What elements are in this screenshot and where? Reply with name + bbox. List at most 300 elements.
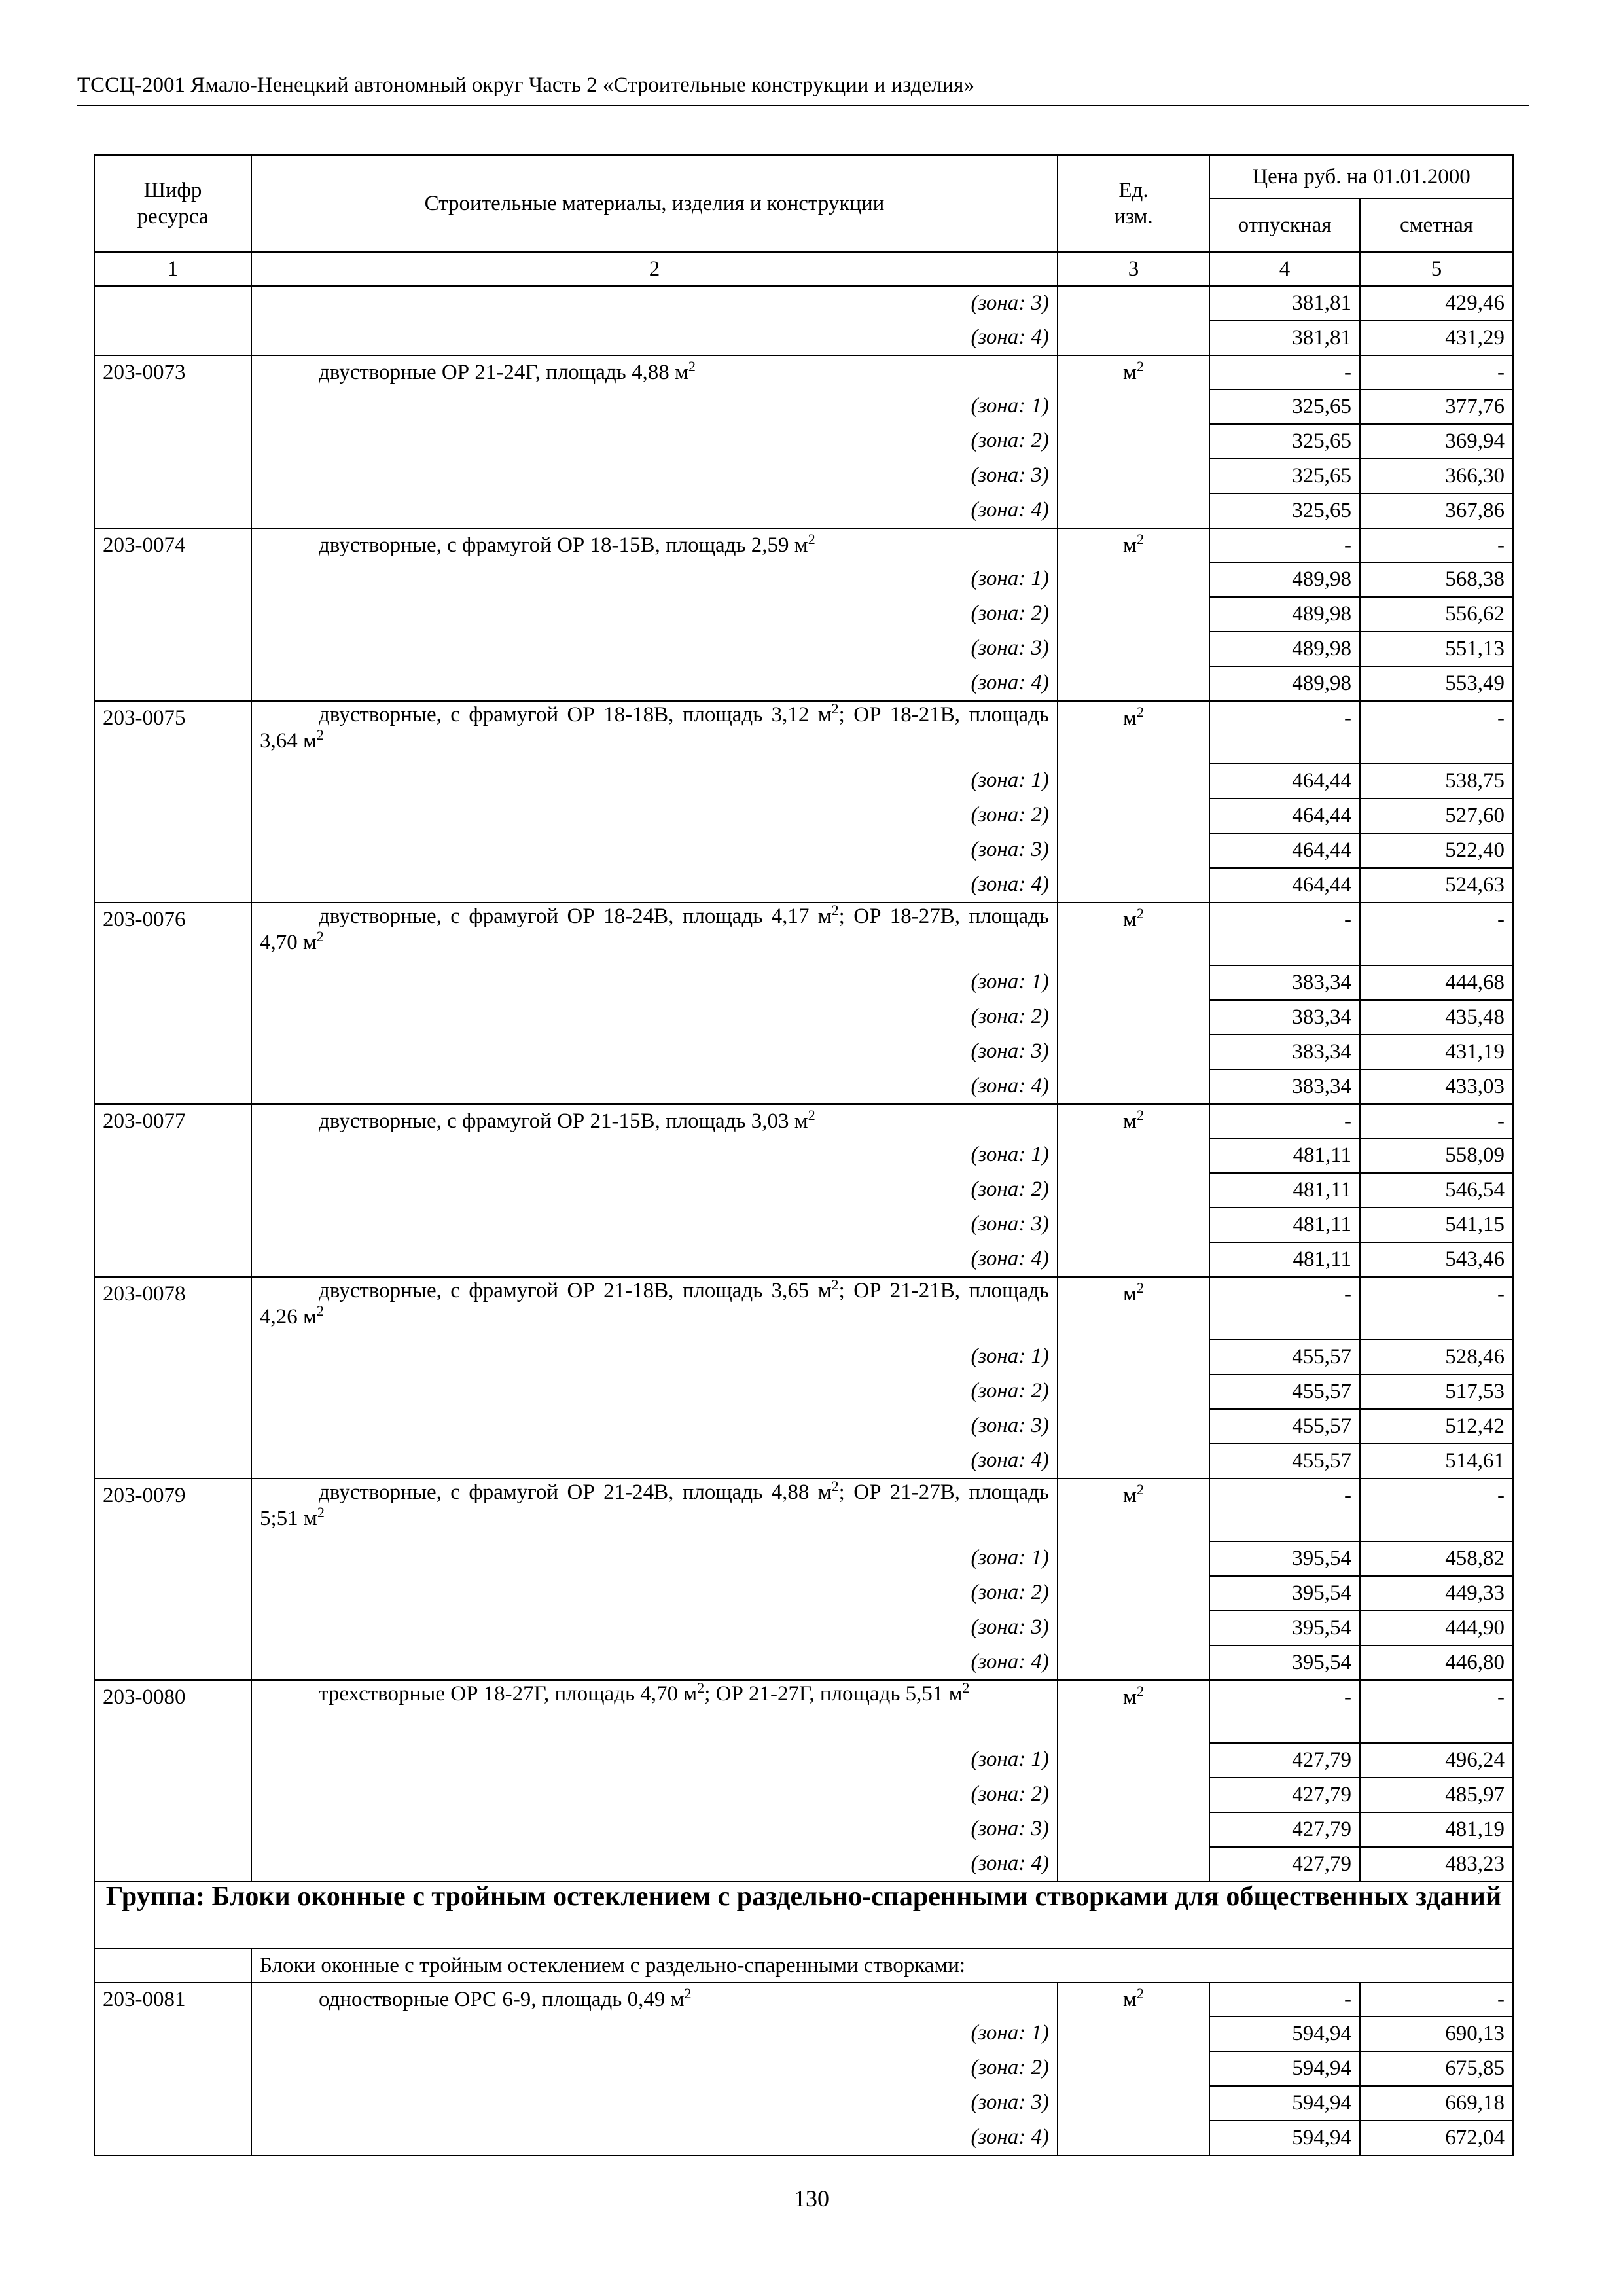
estimate-price: 524,63 [1360, 868, 1513, 903]
estimate-price: 527,60 [1360, 798, 1513, 833]
estimate-price: 433,03 [1360, 1069, 1513, 1104]
release-price: 383,34 [1209, 1069, 1360, 1104]
item-name [251, 903, 1058, 965]
zone-row [94, 286, 1513, 321]
unit-cell [1058, 1611, 1209, 1645]
unit-cell [1058, 1069, 1209, 1104]
estimate-price: 568,38 [1360, 562, 1513, 597]
unit-text: м [1123, 1685, 1137, 1709]
unit-text: м [1123, 533, 1137, 557]
resource-code: 203-0076 [94, 903, 251, 965]
code-cell [94, 459, 251, 493]
release-price: - [1209, 1982, 1360, 2017]
unit-sup: 2 [1136, 358, 1144, 374]
column-number: 5 [1360, 252, 1513, 286]
code-cell [94, 2086, 251, 2121]
estimate-price: 485,97 [1360, 1778, 1513, 1812]
item-name-text-cont: ; ОР 18-21В, площадь 3,64 м [260, 703, 1049, 753]
code-cell [94, 666, 251, 701]
zone-row [94, 1847, 1513, 1882]
unit-sup: 2 [1136, 1107, 1144, 1123]
item-row [94, 701, 1513, 764]
zone-label: (зона: 3) [251, 632, 1058, 666]
release-price: 383,34 [1209, 965, 1360, 1000]
estimate-price: - [1360, 1982, 1513, 2017]
estimate-price: 675,85 [1360, 2051, 1513, 2086]
estimate-price: 366,30 [1360, 459, 1513, 493]
resource-code: 203-0074 [94, 528, 251, 562]
subgroup-heading: Блоки оконные с тройным остеклением с раздельно-спаренными створками: [251, 1948, 1513, 1982]
estimate-price: - [1360, 355, 1513, 389]
price-table-body [94, 155, 1513, 2155]
item-name-sup: 2 [697, 1679, 705, 1696]
release-price: - [1209, 701, 1360, 764]
unit-cell [1058, 355, 1209, 389]
release-price: 381,81 [1209, 286, 1360, 321]
unit-sup: 2 [1136, 905, 1144, 922]
unit-cell [1058, 1242, 1209, 1277]
release-price: 325,65 [1209, 493, 1360, 528]
release-price: - [1209, 1479, 1360, 1541]
item-name [251, 1277, 1058, 1340]
zone-label: (зона: 2) [251, 597, 1058, 632]
zone-label: (зона: 3) [251, 1409, 1058, 1444]
column-header-code: Шифр ресурса [94, 155, 251, 252]
item-name-sup: 2 [316, 1302, 324, 1319]
estimate-price: - [1360, 1277, 1513, 1340]
zone-row [94, 1242, 1513, 1277]
release-price: 383,34 [1209, 1000, 1360, 1035]
unit-cell [1058, 286, 1209, 321]
unit-text: м [1123, 1109, 1137, 1133]
estimate-price: 435,48 [1360, 1000, 1513, 1035]
unit-sup: 2 [1136, 531, 1144, 547]
item-name-text: двустворные, с фрамугой ОР 21-18В, площадь 3,65 м [319, 1279, 832, 1302]
estimate-price: 444,90 [1360, 1611, 1513, 1645]
unit-cell [1058, 459, 1209, 493]
column-number: 2 [251, 252, 1058, 286]
unit-text: м [1123, 1484, 1137, 1507]
zone-label: (зона: 1) [251, 2017, 1058, 2051]
unit-text: м [1123, 706, 1137, 730]
code-cell [94, 1409, 251, 1444]
code-cell [94, 1340, 251, 1374]
estimate-price: 672,04 [1360, 2121, 1513, 2155]
item-name-sup: 2 [808, 531, 815, 547]
zone-row [94, 1645, 1513, 1680]
unit-sup: 2 [1136, 704, 1144, 720]
unit-cell [1058, 2017, 1209, 2051]
code-cell [94, 1069, 251, 1104]
item-row [94, 1982, 1513, 2017]
estimate-price: 690,13 [1360, 2017, 1513, 2051]
subgroup-heading-row [94, 1948, 1513, 1982]
release-price: 464,44 [1209, 833, 1360, 868]
item-name-text: трехстворные ОР 18-27Г, площадь 4,70 м [319, 1682, 698, 1706]
zone-label: (зона: 3) [251, 1611, 1058, 1645]
unit-cell [1058, 1479, 1209, 1541]
item-name [251, 1982, 1058, 2017]
code-cell [94, 1374, 251, 1409]
zone-label: (зона: 3) [251, 286, 1058, 321]
item-name-text-cont: ; ОР 21-27Г, площадь 5,51 м [704, 1682, 963, 1706]
zone-label: (зона: 1) [251, 1743, 1058, 1778]
item-name-sup: 2 [316, 726, 324, 743]
estimate-price: 543,46 [1360, 1242, 1513, 1277]
zone-row [94, 1812, 1513, 1847]
item-name-sup: 2 [831, 1478, 839, 1494]
item-row [94, 355, 1513, 389]
item-row [94, 1479, 1513, 1541]
zone-label: (зона: 1) [251, 1340, 1058, 1374]
code-cell [94, 1208, 251, 1242]
estimate-price: 367,86 [1360, 493, 1513, 528]
release-price: 383,34 [1209, 1035, 1360, 1069]
zone-row [94, 493, 1513, 528]
unit-cell [1058, 1576, 1209, 1611]
zone-row [94, 798, 1513, 833]
unit-cell [1058, 1982, 1209, 2017]
estimate-price: - [1360, 1104, 1513, 1138]
zone-label: (зона: 1) [251, 764, 1058, 798]
group-heading: Группа: Блоки оконные с тройным остеклением с раздельно-спаренными створками для общественных зданий [94, 1882, 1513, 1948]
item-name-text: одностворные ОРС 6-9, площадь 0,49 м [319, 1988, 685, 2011]
release-price: 395,54 [1209, 1576, 1360, 1611]
resource-code: 203-0080 [94, 1680, 251, 1743]
code-cell [94, 597, 251, 632]
estimate-price: 514,61 [1360, 1444, 1513, 1479]
zone-row [94, 424, 1513, 459]
code-cell [94, 2017, 251, 2051]
zone-row [94, 965, 1513, 1000]
group-heading-row [94, 1882, 1513, 1948]
unit-cell [1058, 666, 1209, 701]
zone-label: (зона: 2) [251, 1374, 1058, 1409]
code-cell [94, 1000, 251, 1035]
unit-cell [1058, 1812, 1209, 1847]
item-name-text: двустворные, с фрамугой ОР 21-24В, площадь 4,88 м [319, 1480, 832, 1504]
zone-row [94, 1778, 1513, 1812]
zone-label: (зона: 4) [251, 1242, 1058, 1277]
unit-cell [1058, 1138, 1209, 1173]
estimate-price: 522,40 [1360, 833, 1513, 868]
code-cell [94, 1138, 251, 1173]
estimate-price: 481,19 [1360, 1812, 1513, 1847]
unit-cell [1058, 1680, 1209, 1743]
code-cell [94, 1812, 251, 1847]
item-name-text-cont: ; ОР 18-27В, площадь 4,70 м [260, 905, 1049, 954]
estimate-price: 546,54 [1360, 1173, 1513, 1208]
zone-label: (зона: 3) [251, 833, 1058, 868]
zone-row [94, 833, 1513, 868]
code-cell [94, 1242, 251, 1277]
zone-row [94, 562, 1513, 597]
unit-sup: 2 [1136, 1683, 1144, 1699]
release-price: 325,65 [1209, 389, 1360, 424]
release-price: 489,98 [1209, 632, 1360, 666]
estimate-price: 512,42 [1360, 1409, 1513, 1444]
zone-row [94, 321, 1513, 355]
zone-row [94, 1000, 1513, 1035]
release-price: 381,81 [1209, 321, 1360, 355]
release-price: 455,57 [1209, 1409, 1360, 1444]
unit-cell [1058, 562, 1209, 597]
item-name-sup: 2 [684, 1985, 692, 2001]
item-row [94, 1680, 1513, 1743]
item-name-sup: 2 [317, 1504, 325, 1520]
estimate-price: 483,23 [1360, 1847, 1513, 1882]
code-cell [94, 1645, 251, 1680]
item-row [94, 903, 1513, 965]
estimate-price: 556,62 [1360, 597, 1513, 632]
release-price: 325,65 [1209, 459, 1360, 493]
item-name [251, 1104, 1058, 1138]
resource-code: 203-0075 [94, 701, 251, 764]
unit-cell [1058, 597, 1209, 632]
estimate-price: 377,76 [1360, 389, 1513, 424]
column-number-row [94, 252, 1513, 286]
release-price: 481,11 [1209, 1242, 1360, 1277]
unit-cell [1058, 764, 1209, 798]
release-price: 427,79 [1209, 1778, 1360, 1812]
zone-row [94, 1374, 1513, 1409]
estimate-price: - [1360, 701, 1513, 764]
zone-label: (зона: 4) [251, 2121, 1058, 2155]
estimate-price: 541,15 [1360, 1208, 1513, 1242]
unit-cell [1058, 1340, 1209, 1374]
release-price: - [1209, 1680, 1360, 1743]
item-name [251, 1479, 1058, 1541]
resource-code: 203-0081 [94, 1982, 251, 2017]
zone-label: (зона: 2) [251, 798, 1058, 833]
zone-row [94, 764, 1513, 798]
zone-label: (зона: 1) [251, 965, 1058, 1000]
unit-sup: 2 [1136, 1985, 1144, 2001]
estimate-price: 444,68 [1360, 965, 1513, 1000]
column-header-name: Строительные материалы, изделия и конструкции [251, 155, 1058, 252]
code-cell [94, 321, 251, 355]
release-price: - [1209, 528, 1360, 562]
code-cell [94, 1035, 251, 1069]
zone-label: (зона: 4) [251, 321, 1058, 355]
code-cell [94, 2051, 251, 2086]
estimate-price: 538,75 [1360, 764, 1513, 798]
unit-text: м [1123, 1988, 1137, 2011]
page-number: 130 [794, 2185, 829, 2212]
release-price: - [1209, 1277, 1360, 1340]
column-number: 1 [94, 252, 251, 286]
code-cell [94, 632, 251, 666]
release-price: 481,11 [1209, 1138, 1360, 1173]
zone-row [94, 1541, 1513, 1576]
unit-cell [1058, 1409, 1209, 1444]
item-name-text-cont: ; ОР 21-21В, площадь 4,26 м [260, 1279, 1049, 1329]
code-cell [94, 965, 251, 1000]
unit-cell [1058, 1104, 1209, 1138]
zone-label: (зона: 1) [251, 1541, 1058, 1576]
code-cell [94, 764, 251, 798]
column-header-estimate: сметная [1360, 198, 1513, 252]
zone-label: (зона: 1) [251, 562, 1058, 597]
item-name [251, 528, 1058, 562]
release-price: 455,57 [1209, 1340, 1360, 1374]
zone-row [94, 1035, 1513, 1069]
release-price: - [1209, 1104, 1360, 1138]
unit-cell [1058, 493, 1209, 528]
item-row [94, 528, 1513, 562]
unit-cell [1058, 833, 1209, 868]
unit-cell [1058, 868, 1209, 903]
item-name-text: двустворные, с фрамугой ОР 18-24В, площадь 4,17 м [319, 905, 832, 928]
code-cell [94, 798, 251, 833]
estimate-price: 449,33 [1360, 1576, 1513, 1611]
unit-cell [1058, 1000, 1209, 1035]
unit-cell [1058, 1035, 1209, 1069]
estimate-price: 528,46 [1360, 1340, 1513, 1374]
zone-row [94, 868, 1513, 903]
unit-cell [1058, 528, 1209, 562]
unit-cell [1058, 2051, 1209, 2086]
release-price: 395,54 [1209, 1541, 1360, 1576]
code-cell [94, 424, 251, 459]
zone-row [94, 2051, 1513, 2086]
estimate-price: 431,29 [1360, 321, 1513, 355]
header-row [94, 155, 1513, 198]
estimate-price: 669,18 [1360, 2086, 1513, 2121]
document-header-title: ТССЦ-2001 Ямало-Ненецкий автономный округ Часть 2 «Строительные конструкции и изделия» [77, 73, 974, 97]
item-name-text: двустворные, с фрамугой ОР 18-18В, площадь 3,12 м [319, 703, 832, 726]
column-header-unit: Ед. изм. [1058, 155, 1209, 252]
item-name-sup: 2 [808, 1107, 815, 1123]
item-name-sup: 2 [688, 358, 696, 374]
zone-row [94, 1173, 1513, 1208]
code-cell [94, 1541, 251, 1576]
zone-label: (зона: 4) [251, 493, 1058, 528]
estimate-price: 369,94 [1360, 424, 1513, 459]
zone-label: (зона: 4) [251, 666, 1058, 701]
zone-label: (зона: 3) [251, 1208, 1058, 1242]
item-name-sup: 2 [831, 1276, 839, 1293]
code-cell [94, 868, 251, 903]
item-name [251, 355, 1058, 389]
item-name-sup: 2 [962, 1679, 970, 1696]
item-row [94, 1104, 1513, 1138]
estimate-price: 496,24 [1360, 1743, 1513, 1778]
code-cell [94, 2121, 251, 2155]
zone-label: (зона: 1) [251, 389, 1058, 424]
release-price: 427,79 [1209, 1812, 1360, 1847]
zone-label: (зона: 3) [251, 459, 1058, 493]
estimate-price: 558,09 [1360, 1138, 1513, 1173]
resource-code: 203-0079 [94, 1479, 251, 1541]
unit-cell [1058, 701, 1209, 764]
release-price: 464,44 [1209, 764, 1360, 798]
unit-cell [1058, 1778, 1209, 1812]
estimate-price: 431,19 [1360, 1035, 1513, 1069]
zone-row [94, 1743, 1513, 1778]
zone-row [94, 2121, 1513, 2155]
release-price: 464,44 [1209, 798, 1360, 833]
release-price: 489,98 [1209, 597, 1360, 632]
unit-cell [1058, 424, 1209, 459]
release-price: - [1209, 355, 1360, 389]
unit-sup: 2 [1136, 1280, 1144, 1296]
zone-row [94, 389, 1513, 424]
code-cell [94, 1611, 251, 1645]
zone-row [94, 1069, 1513, 1104]
unit-cell [1058, 1847, 1209, 1882]
zone-label: (зона: 4) [251, 1645, 1058, 1680]
release-price: 489,98 [1209, 666, 1360, 701]
item-name-text: двустворные ОР 21-24Г, площадь 4,88 м [319, 361, 688, 384]
zone-row [94, 2086, 1513, 2121]
zone-label: (зона: 4) [251, 868, 1058, 903]
zone-row [94, 597, 1513, 632]
release-price: 395,54 [1209, 1645, 1360, 1680]
unit-cell [1058, 1743, 1209, 1778]
item-name-sup: 2 [316, 928, 324, 944]
column-header-price-group: Цена руб. на 01.01.2000 [1209, 155, 1513, 198]
zone-label: (зона: 3) [251, 1812, 1058, 1847]
zone-row [94, 666, 1513, 701]
zone-row [94, 1409, 1513, 1444]
estimate-price: - [1360, 528, 1513, 562]
unit-cell [1058, 1208, 1209, 1242]
code-cell [94, 493, 251, 528]
unit-cell [1058, 1541, 1209, 1576]
estimate-price: 446,80 [1360, 1645, 1513, 1680]
zone-label: (зона: 2) [251, 1173, 1058, 1208]
zone-row [94, 1138, 1513, 1173]
zone-row [94, 632, 1513, 666]
header-rule [77, 105, 1529, 106]
zone-label: (зона: 2) [251, 424, 1058, 459]
column-number: 3 [1058, 252, 1209, 286]
zone-row [94, 1444, 1513, 1479]
unit-cell [1058, 965, 1209, 1000]
release-price: - [1209, 903, 1360, 965]
zone-row [94, 1611, 1513, 1645]
zone-label: (зона: 3) [251, 2086, 1058, 2121]
unit-text: м [1123, 361, 1137, 384]
price-table [94, 154, 1514, 2156]
zone-label: (зона: 2) [251, 2051, 1058, 2086]
release-price: 464,44 [1209, 868, 1360, 903]
zone-label: (зона: 4) [251, 1847, 1058, 1882]
zone-label: (зона: 2) [251, 1778, 1058, 1812]
code-cell [94, 1173, 251, 1208]
item-name-sup: 2 [831, 700, 839, 717]
column-number: 4 [1209, 252, 1360, 286]
unit-cell [1058, 1173, 1209, 1208]
zone-label: (зона: 3) [251, 1035, 1058, 1069]
resource-code: 203-0078 [94, 1277, 251, 1340]
item-name-text: двустворные, с фрамугой ОР 18-15В, площадь 2,59 м [319, 533, 808, 557]
code-cell [94, 1948, 251, 1982]
unit-cell [1058, 321, 1209, 355]
release-price: 455,57 [1209, 1444, 1360, 1479]
release-price: 594,94 [1209, 2051, 1360, 2086]
zone-label: (зона: 4) [251, 1444, 1058, 1479]
resource-code: 203-0077 [94, 1104, 251, 1138]
code-cell [94, 1444, 251, 1479]
estimate-price: - [1360, 1680, 1513, 1743]
zone-label: (зона: 1) [251, 1138, 1058, 1173]
code-cell [94, 286, 251, 321]
unit-sup: 2 [1136, 1481, 1144, 1498]
column-header-release: отпускная [1209, 198, 1360, 252]
item-row [94, 1277, 1513, 1340]
